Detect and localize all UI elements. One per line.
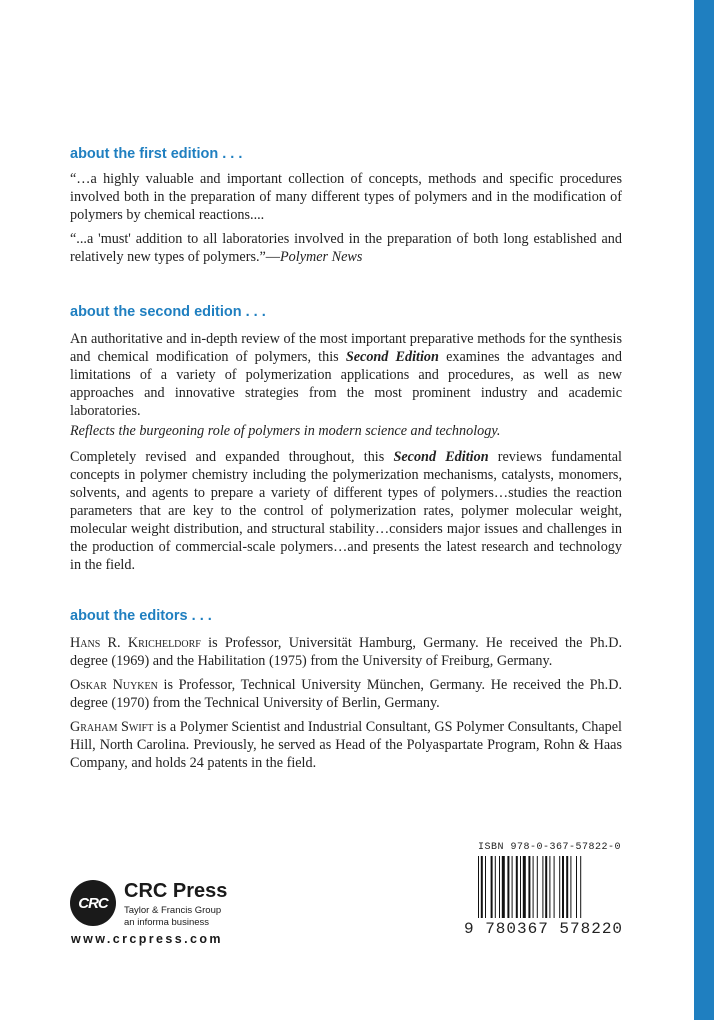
- barcode-bar: [580, 856, 581, 918]
- barcode-bar: [570, 856, 571, 918]
- barcode-bar: [562, 856, 564, 918]
- editor-bio: [70, 676, 622, 712]
- barcode-bar: [554, 856, 555, 918]
- barcode-bar: [507, 856, 509, 918]
- barcode-bar: [542, 856, 543, 918]
- barcode-bar: [478, 856, 479, 918]
- barcode-bars: [478, 856, 618, 926]
- barcode-bar: [566, 856, 568, 918]
- crc-logo-mark: CRC: [70, 880, 116, 926]
- first-edition-quote-2: [70, 230, 622, 266]
- editor-name: Hans R. Kricheldorf: [70, 635, 201, 651]
- para2-emphasis: Second Edition: [393, 449, 489, 465]
- editor-name: Graham Swift: [70, 719, 154, 735]
- second-edition-tagline: [70, 422, 622, 440]
- para2-text-a: Completely revised and expanded throughout, this: [70, 449, 394, 465]
- second-edition-heading: about the second edition . . .: [70, 304, 266, 320]
- barcode-bar: [576, 856, 577, 918]
- isbn-barcode: [464, 842, 622, 942]
- barcode-bar: [559, 856, 560, 918]
- barcode-bar: [528, 856, 530, 918]
- para1-text-b: examines the advantages and limitations of a variety of polymerization applications and procedures, as well as new approaches and innovative strategies from the most prominent industry and academic laboratories.: [70, 349, 622, 419]
- editor-bio-text: is Professor, Technical University München, Germany. He received the Ph.D. degree (1970) from the Technical University of Berlin, Germany.: [70, 677, 622, 711]
- publisher-url: www.crcpress.com: [71, 932, 223, 946]
- para1-emphasis: Second Edition: [345, 349, 439, 365]
- quote-2-text: “...a 'must' addition to all laboratories involved in the preparation of both long established and relatively new types of polymers.”—: [70, 231, 622, 265]
- second-edition-paragraph-1: [70, 330, 622, 420]
- barcode-bar: [485, 856, 486, 918]
- barcode-bar: [520, 856, 521, 918]
- barcode-bar: [523, 856, 526, 918]
- barcode-bar: [502, 856, 505, 918]
- para1-text-a: An authoritative and in-depth review of the most important preparative methods for the synthesis and chemical modification of polymers, this: [70, 331, 622, 365]
- barcode-bar: [533, 856, 534, 918]
- barcode-bar: [491, 856, 493, 918]
- barcode-bar: [512, 856, 513, 918]
- editor-bio: [70, 634, 622, 670]
- barcode-bar: [516, 856, 518, 918]
- cover-spine-strip: [694, 0, 714, 1020]
- barcode-bar: [495, 856, 496, 918]
- barcode-bar: [537, 856, 538, 918]
- barcode-digits: 9 780367 578220: [464, 920, 624, 938]
- para2-text-b: reviews fundamental concepts in polymer chemistry including the polymerization mechanisms, catalysts, monomers, solvents, and agents to prepare a variety of different types of polymers…studies the reaction parameters that are key to the control of polymerization rates, polymer molecular weight, molecular weight distribution, and structural stability…considers major issues and challenges in the production of commercial-scale polymers…and presents the latest research and technology in the field.: [70, 449, 623, 573]
- barcode-bar: [545, 856, 547, 918]
- quote-2-source: Polymer News: [280, 249, 363, 265]
- editors-heading: about the editors . . .: [70, 608, 212, 624]
- editor-bio: [70, 718, 622, 772]
- publisher-name: CRC Press: [124, 880, 228, 902]
- barcode-bar: [481, 856, 483, 918]
- editor-bio-text: is Professor, Universität Hamburg, Germany. He received the Ph.D. degree (1969) and the Habilitation (1975) from the University of Freiburg, Germany.: [70, 635, 622, 669]
- publisher-group: Taylor & Francis Group: [124, 905, 222, 916]
- first-edition-quote-1: “…a highly valuable and important collection of concepts, methods and specific procedures involved both in the preparation of many different types of polymers and in the modification of polymers by chemical reactions....: [70, 171, 622, 223]
- editor-name: Oskar Nuyken: [70, 677, 158, 693]
- barcode-bar: [549, 856, 550, 918]
- first-edition-heading: about the first edition . . .: [70, 146, 243, 162]
- editor-bio-text: is a Polymer Scientist and Industrial Consultant, GS Polymer Consultants, Chapel Hill, North Carolina. Previously, he served as Head of the Polyaspartate Program, Rohn & Haas Company, and holds 24 patents in the field.: [70, 719, 622, 771]
- second-edition-paragraph-2: [70, 448, 622, 574]
- isbn-label: ISBN 978-0-367-57822-0: [478, 842, 622, 853]
- publisher-logo: [70, 880, 290, 950]
- tagline-text: Reflects the burgeoning role of polymers in modern science and technology.: [70, 423, 501, 439]
- publisher-business: an informa business: [124, 917, 210, 928]
- barcode-bar: [499, 856, 500, 918]
